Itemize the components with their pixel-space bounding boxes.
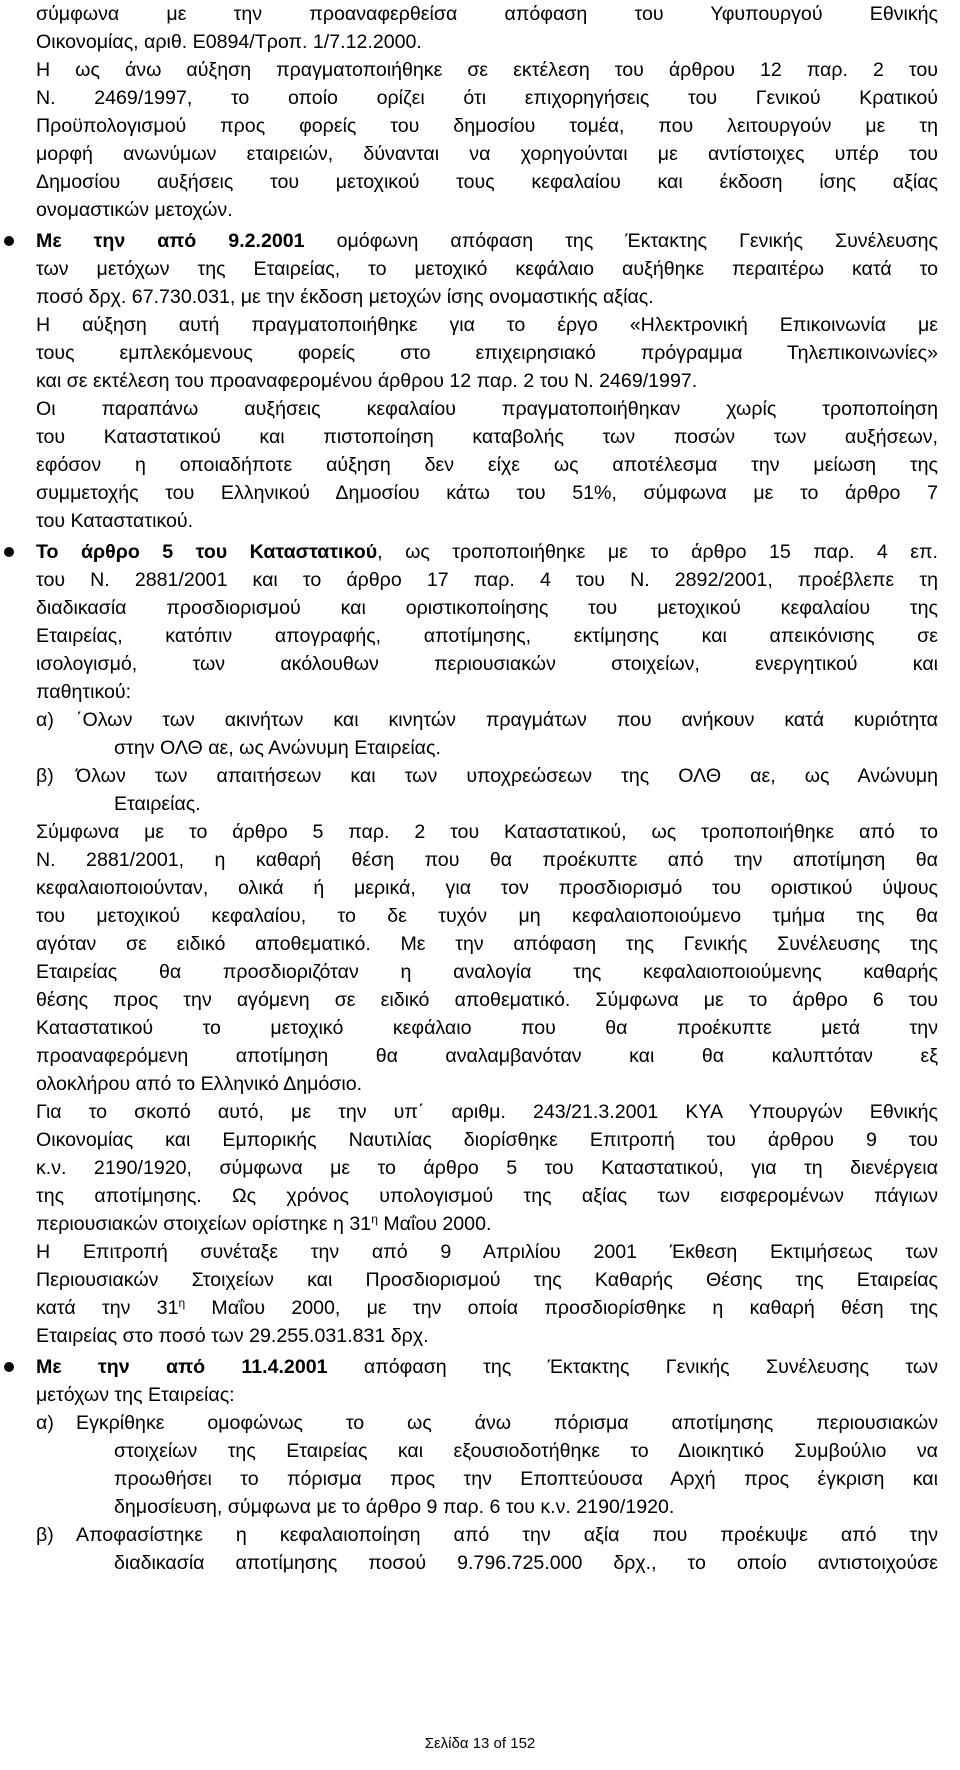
text-line: Για το σκοπό αυτό, με την υπ΄ αριθμ. 243/21.3.2001 ΚΥΑ Υπουργών Εθνικής [36,1101,938,1123]
item-label: β) [36,1524,54,1546]
text-line: κεφαλαιοποιούνταν, ολικά ή μερικά, για τον προσδιορισμό του οριστικού ύψους [36,877,938,899]
text-line: Ν. 2469/1997, το οποίο ορίζει ότι επιχορηγήσεις του Γενικού Κρατικού [36,87,938,109]
text-line: ονομαστικών μετοχών. [36,199,233,221]
text-line: του Ν. 2881/2001 και το άρθρο 17 παρ. 4 του Ν. 2892/2001, προέβλεπε τη [36,569,938,591]
text-line: Εταιρείας. [114,793,201,815]
text-run: Αποφασίστηκε η κεφαλαιοποίηση από την αξία που προέκυψε από την [76,1524,938,1546]
text-line: κ.ν. 2190/1920, σύμφωνα με το άρθρο 5 του Καταστατικού, για τη διενέργεια [36,1157,938,1179]
text-line: στοιχείων της Εταιρείας και εξουσιοδοτήθηκε το Διοικητικό Συμβούλιο να [114,1440,938,1462]
text-line: της αποτίμησης. Ως χρόνος υπολογισμού της αξίας των εισφερομένων πάγιων [36,1185,938,1207]
list-item [36,762,938,790]
text-line: δημοσίευση, σύμφωνα με το άρθρο 9 παρ. 6 του κ.ν. 2190/1920. [114,1496,675,1518]
text-line: Καταστατικού το μετοχικό κεφάλαιο που θα προέκυπτε μετά την [36,1017,938,1039]
bold-phrase: Το άρθρο 5 του Καταστατικού [36,541,378,563]
list-item [36,1409,938,1437]
text-line: Δημοσίου αυξήσεις του μετοχικού τους κεφαλαίου και έκδοση ίσης αξίας [36,171,938,193]
text-line: διαδικασία αποτίμησης ποσού 9.796.725.000 δρχ., το οποίο αντιστοιχούσε [114,1552,938,1574]
text-line: Οικονομίας, αριθ. Ε0894/Τροπ. 1/7.12.2000. [36,31,422,53]
text-line: ισολογισμό, των ακόλουθων περιουσιακών στοιχείων, ενεργητικού και [36,653,938,675]
text-line: και σε εκτέλεση του προαναφερομένου άρθρου 12 παρ. 2 του Ν. 2469/1997. [36,370,698,392]
text-line: συμμετοχής του Ελληνικού Δημοσίου κάτω του 51%, σύμφωνα με το άρθρο 7 [36,482,938,504]
text-run: Εγκρίθηκε ομοφώνως το ως άνω πόρισμα αποτίμησης περιουσιακών [76,1412,938,1434]
text-line [36,1353,938,1381]
text-line: Η αύξηση αυτή πραγματοποιήθηκε για το έργο «Ηλεκτρονική Επικοινωνία με [36,314,938,336]
bold-phrase: Με την από 11.4.2001 [36,1356,328,1378]
text-line: προαναφερόμενη αποτίμηση θα αναλαμβανόταν και θα καλυπτόταν εξ [36,1045,938,1067]
text-line: διαδικασία προσδιορισμού και οριστικοποίησης του μετοχικού κεφαλαίου της [36,597,938,619]
text-line: Ν. 2881/2001, η καθαρή θέση που θα προέκυπτε από την αποτίμηση θα [36,849,938,871]
text-line: τους εμπλεκόμενους φορείς στο επιχειρησιακό πρόγραμμα Τηλεπικοινωνίες» [36,342,938,364]
text-line: στην ΟΛΘ αε, ως Ανώνυμη Εταιρείας. [114,737,441,759]
text-run: ομόφωνη απόφαση της Έκτακτης Γενικής Συνέλευσης [336,230,939,252]
bold-phrase: Με την από 9.2.2001 [36,230,305,252]
superscript: η [371,1212,378,1226]
item-label: α) [36,1412,54,1434]
text-line: του μετοχικού κεφαλαίου, το δε τυχόν μη κεφαλαιοποιούμενο τμήμα της θα [36,905,938,927]
text-line: Οι παραπάνω αυξήσεις κεφαλαίου πραγματοποιήθηκαν χωρίς τροποποίηση [36,398,938,420]
text-line: Εταιρείας θα προσδιοριζόταν η αναλογία της κεφαλαιοποιούμενης καθαρής [36,961,938,983]
bullet-icon [4,236,14,246]
text-line: εφόσον η οποιαδήποτε αύξηση δεν είχε ως αποτέλεσμα την μείωση της [36,454,938,476]
text-line: Εταιρείας, κατόπιν απογραφής, αποτίμησης, εκτίμησης και απεικόνισης σε [36,625,938,647]
text-line [36,538,938,566]
text-line: Περιουσιακών Στοιχείων και Προσδιορισμού της Καθαρής Θέσης της Εταιρείας [36,1269,938,1291]
page-footer: Σελίδα 13 of 152 [424,1735,536,1752]
text-line: σύμφωνα με την προαναφερθείσα απόφαση του Υφυπουργού Εθνικής [36,3,938,25]
text-line: θέσης προς την αγόμενη σε ειδικό αποθεματικό. Σύμφωνα με το άρθρο 6 του [36,989,938,1011]
bullet-icon [4,1362,14,1372]
text-line: του Καταστατικού και πιστοποίηση καταβολής των ποσών των αυξήσεων, [36,426,938,448]
text-run: απόφαση της Έκτακτης Γενικής Συνέλευσης των [327,1356,938,1378]
text-run: περιουσιακών στοιχείων ορίστηκε η 31 [36,1213,372,1235]
item-label: β) [36,765,54,787]
text-line: Προϋπολογισμού προς φορείς του δημοσίου τομέα, που λειτουργούν με τη [36,115,938,137]
list-item [36,1521,938,1549]
text-line: Η ως άνω αύξηση πραγματοποιήθηκε σε εκτέλεση του άρθρου 12 παρ. 2 του [36,59,938,81]
text-line: Σύμφωνα με το άρθρο 5 παρ. 2 του Καταστατικού, ως τροποποιήθηκε από το [36,821,938,843]
text-line: ολοκλήρου από το Ελληνικό Δημόσιο. [36,1073,363,1095]
list-item [36,706,938,734]
text-line: Η Επιτροπή συνέταξε την από 9 Απριλίου 2001 Έκθεση Εκτιμήσεως των [36,1241,938,1263]
text-line: ποσό δρχ. 67.730.031, με την έκδοση μετοχών ίσης ονομαστικής αξίας. [36,286,654,308]
text-run: κατά την 31 [36,1297,179,1319]
text-run: Μαΐου 2000. [377,1213,492,1235]
item-label: α) [36,709,54,731]
text-line [36,1294,938,1322]
text-line: προωθήσει το πόρισμα προς την Εποπτεύουσα Αρχή προς έγκριση και [114,1468,938,1490]
text-line: του Καταστατικού. [36,510,194,532]
text-line [36,1210,938,1238]
text-line: των μετόχων της Εταιρείας, το μετοχικό κεφάλαιο αυξήθηκε περαιτέρω κατά το [36,258,938,280]
text-line: Εταιρείας στο ποσό των 29.255.031.831 δρχ. [36,1325,429,1347]
text-line: παθητικού: [36,681,132,703]
text-run: Όλων των απαιτήσεων και των υποχρεώσεων της ΟΛΘ αε, ως Ανώνυμη [76,765,938,787]
text-run: ΄Ολων των ακινήτων και κινητών πραγμάτων που ανήκουν κατά κυριότητα [76,709,938,731]
text-run: , ως τροποποιήθηκε με το άρθρο 15 παρ. 4 επ. [377,541,938,563]
text-line: αγόταν σε ειδικό αποθεματικό. Με την απόφαση της Γενικής Συνέλευσης της [36,933,938,955]
text-line: μετόχων της Εταιρείας: [36,1384,235,1406]
text-line: μορφή ανωνύμων εταιρειών, δύνανται να χορηγούνται με αντίστοιχες υπέρ του [36,143,938,165]
text-run: Μαΐου 2000, με την οποία προσδιορίσθηκε η καθαρή θέση της [185,1297,938,1319]
superscript: η [178,1296,186,1310]
bullet-icon [4,547,14,557]
text-line [36,227,938,255]
text-line: Οικονομίας και Εμπορικής Ναυτιλίας διορίσθηκε Επιτροπή του άρθρου 9 του [36,1129,938,1151]
